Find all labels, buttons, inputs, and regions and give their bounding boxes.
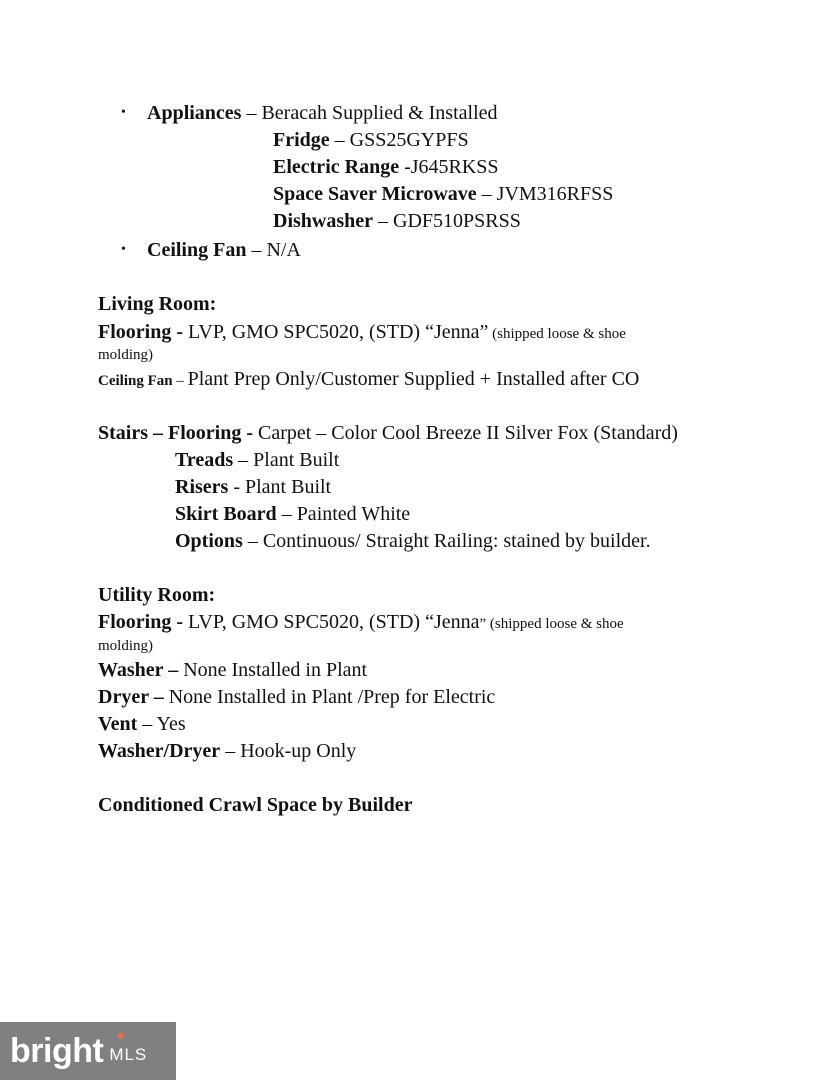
appliance-label: Space Saver Microwave (273, 183, 477, 205)
appliance-range (273, 155, 499, 179)
appliance-fridge (273, 128, 469, 152)
stairs-item-label: Options (175, 530, 243, 552)
utility-item-label: Washer/Dryer (98, 740, 221, 762)
utility-room-heading: Utility Room: (98, 584, 216, 606)
appliance-label: Dishwasher (273, 210, 374, 232)
flooring-note: ” (shipped loose & shoe (479, 616, 624, 632)
living-room-ceiling-fan (98, 367, 639, 393)
flooring-label: Flooring - (98, 611, 183, 633)
living-room-heading: Living Room: (98, 293, 217, 315)
stairs-risers (175, 475, 331, 499)
stairs-item-value: – Painted White (276, 503, 411, 525)
flooring-label: Flooring - (98, 321, 183, 343)
utility-vent (98, 712, 186, 736)
stairs-skirt-board (175, 502, 410, 526)
stairs-options (175, 529, 651, 553)
watermark-dot-icon: ◆ (117, 1030, 125, 1041)
utility-washer (98, 658, 367, 682)
stairs-label: Stairs – Flooring - (98, 422, 253, 444)
stairs-item-label: Treads (175, 449, 234, 471)
ceiling-fan-value: – N/A (246, 239, 301, 261)
utility-item-value: – Yes (137, 713, 186, 735)
stairs-flooring (98, 421, 678, 445)
living-room-flooring-note-cont: molding) (98, 347, 153, 363)
stairs-treads (175, 448, 339, 472)
flooring-value: LVP, GMO SPC5020, (STD) “Jenna” (183, 321, 489, 343)
flooring-note: (shipped loose & shoe (488, 326, 626, 342)
stairs-item-value: - Plant Built (228, 476, 332, 498)
ceiling-fan-label: Ceiling Fan (98, 373, 173, 389)
utility-room-flooring-note-cont: molding) (98, 638, 153, 654)
appliance-microwave (273, 182, 613, 206)
appliances-label: Appliances (147, 102, 242, 124)
stairs-item-value: – Plant Built (233, 449, 340, 471)
watermark-suffix: MLS (109, 1045, 148, 1064)
stairs-item-value: – Continuous/ Straight Railing: stained by builder. (242, 530, 651, 552)
appliance-value: – JVM316RFSS (476, 183, 614, 205)
stairs-item-label: Risers (175, 476, 229, 498)
appliances-line (147, 101, 498, 125)
utility-item-label: Vent (98, 713, 138, 735)
appliance-label: Fridge (273, 129, 330, 151)
bullet: • (121, 242, 126, 257)
ceiling-fan-label: Ceiling Fan (147, 239, 247, 261)
watermark-brand: bright (10, 1031, 104, 1070)
stairs-value: Carpet – Color Cool Breeze II Silver Fox (Standard) (253, 422, 678, 444)
living-room-flooring (98, 320, 626, 346)
utility-item-value: – Hook-up Only (220, 740, 357, 762)
ceiling-fan-dash: – (172, 373, 188, 389)
flooring-value: LVP, GMO SPC5020, (STD) “Jenna (183, 611, 480, 633)
utility-room-flooring (98, 610, 624, 636)
appliance-value: – GSS25GYPFS (329, 129, 469, 151)
appliance-value: -J645RKSS (399, 156, 499, 178)
crawl-space-note: Conditioned Crawl Space by Builder (98, 794, 413, 816)
bullet: • (121, 105, 126, 120)
utility-item-label: Washer – (98, 659, 179, 681)
appliance-dishwasher (273, 209, 521, 233)
utility-item-value: None Installed in Plant (178, 659, 368, 681)
appliance-value: – GDF510PSRSS (373, 210, 521, 232)
appliances-value: – Beracah Supplied & Installed (241, 102, 498, 124)
stairs-item-label: Skirt Board (175, 503, 277, 525)
ceiling-fan-value: Plant Prep Only/Customer Supplied + Installed after CO (187, 368, 640, 390)
utility-dryer (98, 685, 495, 709)
appliance-label: Electric Range (273, 156, 400, 178)
utility-item-label: Dryer – (98, 686, 164, 708)
utility-washer-dryer (98, 739, 356, 763)
utility-item-value: None Installed in Plant /Prep for Electric (163, 686, 496, 708)
ceiling-fan-line (147, 238, 301, 262)
bright-mls-watermark (0, 1022, 176, 1080)
